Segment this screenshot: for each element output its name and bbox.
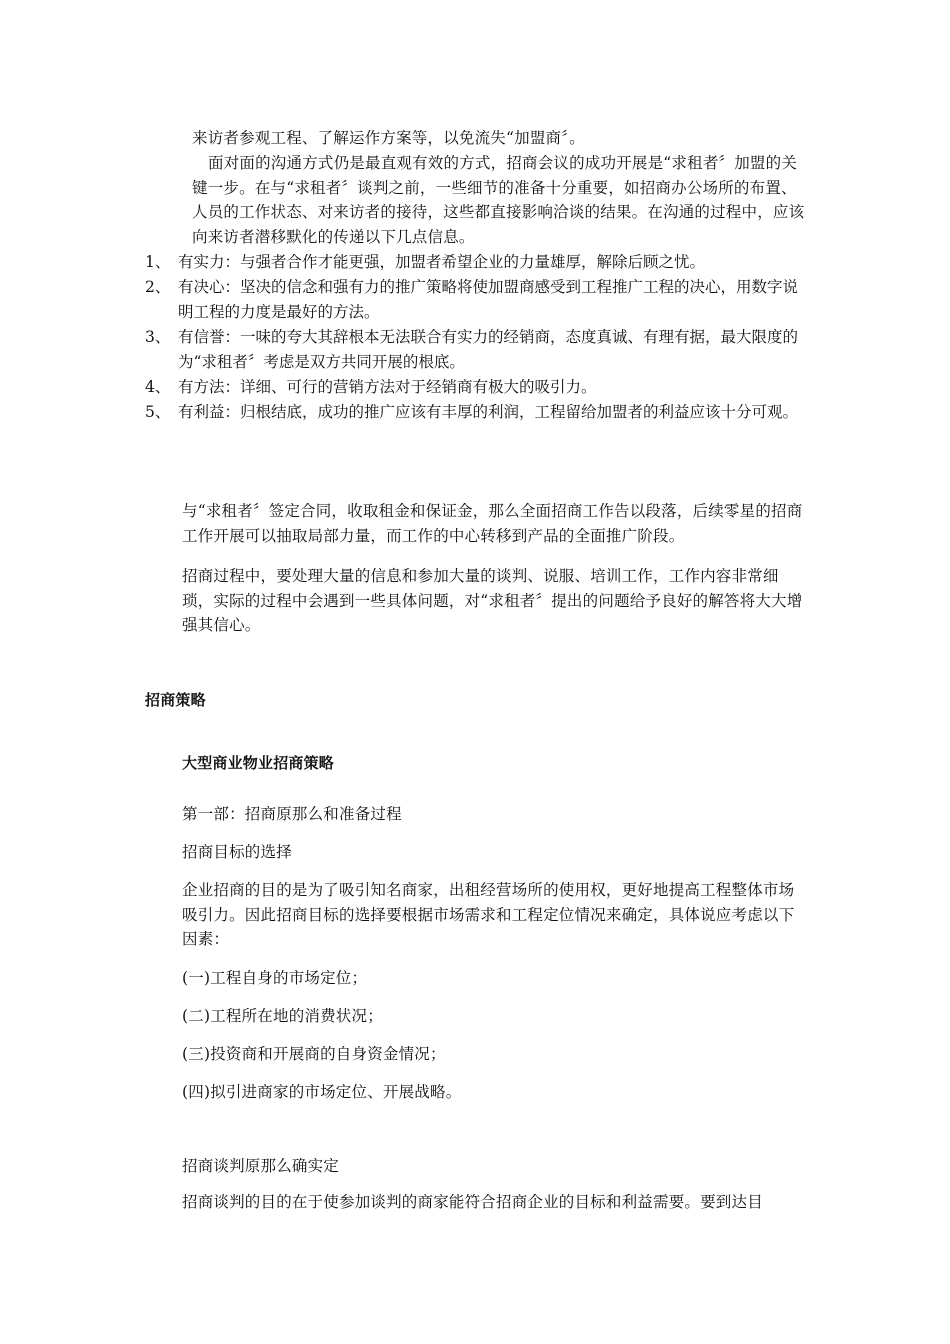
- list-item-number: 1、: [145, 253, 171, 271]
- target-selection-title: 招商目标的选择: [182, 843, 292, 861]
- list-item: 有方法：详细、可行的营销方法对于经销商有极大的吸引力。: [178, 378, 597, 396]
- subsection-heading: 大型商业物业招商策略: [182, 754, 335, 772]
- negotiation-title: 招商谈判原那么确实定: [182, 1157, 340, 1175]
- list-item: 有实力：与强者合作才能更强，加盟者希望企业的力量雄厚，解除后顾之忧。: [178, 253, 706, 271]
- section-heading: 招商策略: [145, 691, 206, 709]
- factor-item: (二)工程所在地的消费状况；: [182, 1007, 383, 1025]
- process-paragraph: 招商过程中，要处理大量的信息和参加大量的谈判、说服、培训工作，工作内容非常细琐，实际的过程中会遇到一些具体问题，对“求租者〞提出的问题给予良好的解答将大大增强其信心。: [182, 567, 803, 634]
- list-item-number: 2、: [145, 278, 171, 296]
- list-item-number: 5、: [145, 403, 171, 421]
- contract-paragraph: 与“求租者〞签定合同，收取租金和保证金，那么全面招商工作告以段落，后续零星的招商工作开展可以抽取局部力量，而工作的中心转移到产品的全面推广阶段。: [182, 502, 803, 545]
- factor-item: (四)拟引进商家的市场定位、开展战略。: [182, 1083, 462, 1101]
- list-item: 有信誉：一味的夸大其辞根本无法联合有实力的经销商，态度真诚、有理有据，最大限度的为“求租者〞考虑是双方共同开展的根底。: [178, 328, 799, 371]
- intro-paragraph: 面对面的沟通方式仍是最直观有效的方式，招商会议的成功开展是“求租者〞加盟的关键一步。在与“求租者〞谈判之前，一些细节的准备十分重要，如招商办公场所的布置、人员的工作状态、对来访者的接待，这些都直接影响洽谈的结果。在沟通的过程中，应该向来访者潜移默化的传递以下几点信息。: [192, 154, 805, 246]
- factor-item: (三)投资商和开展商的自身资金情况；: [182, 1045, 446, 1063]
- negotiation-paragraph: 招商谈判的目的在于使参加谈判的商家能符合招商企业的目标和利益需要。要到达目: [182, 1193, 763, 1211]
- factor-item: (一)工程自身的市场定位；: [182, 969, 368, 987]
- list-item: 有利益：归根结底，成功的推广应该有丰厚的利润，工程留给加盟者的利益应该十分可观。: [178, 403, 799, 421]
- list-item: 有决心：坚决的信念和强有力的推广策略将使加盟商感受到工程推广工程的决心，用数字说明工程的力度是最好的方法。: [178, 278, 799, 321]
- list-item-number: 4、: [145, 378, 171, 396]
- list-item-number: 3、: [145, 328, 171, 346]
- part-title: 第一部：招商原那么和准备过程: [182, 805, 402, 823]
- purpose-paragraph: 企业招商的目的是为了吸引知名商家，出租经营场所的使用权，更好地提高工程整体市场吸引力。因此招商目标的选择要根据市场需求和工程定位情况来确定，具体说应考虑以下因素：: [182, 881, 795, 948]
- intro-line: 来访者参观工程、了解运作方案等，以免流失“加盟商〞。: [192, 129, 585, 147]
